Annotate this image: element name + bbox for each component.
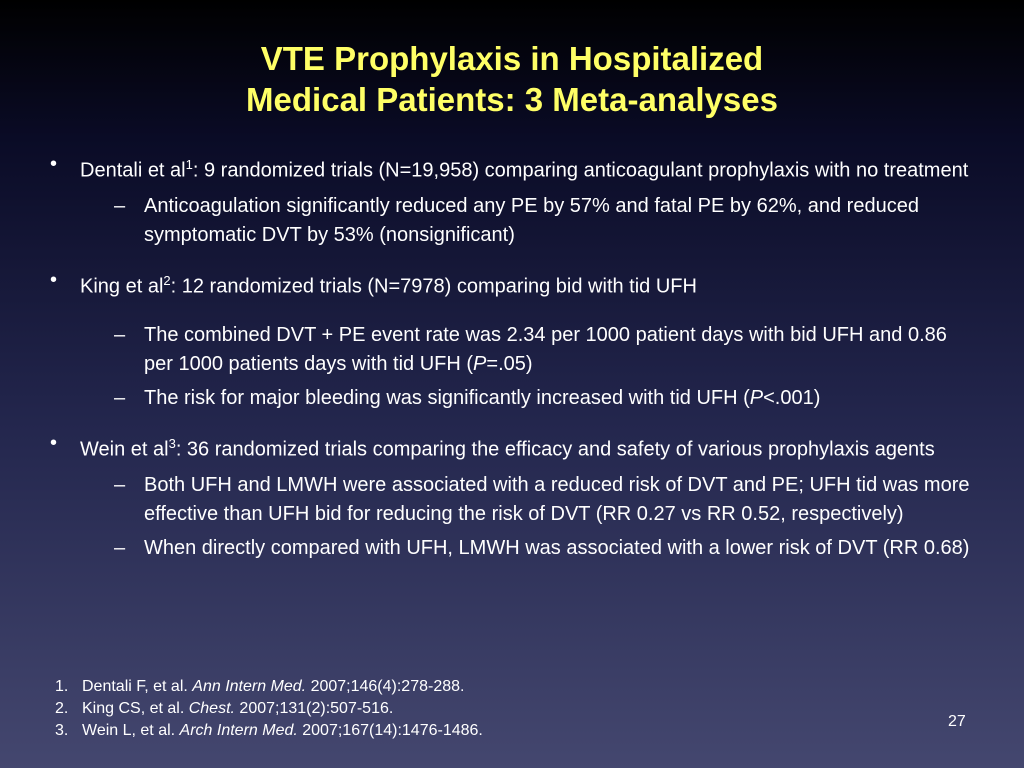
dash-marker: – — [114, 473, 126, 496]
reference-author: Wein L, et al. — [82, 722, 180, 739]
p-value-text: <.001) — [763, 387, 821, 410]
reference-journal: Chest. — [188, 700, 235, 717]
reference-journal: Arch Intern Med. — [179, 722, 298, 739]
slide-title — [0, 38, 1024, 120]
bullet-author: King et al — [80, 275, 164, 298]
p-value-text: =.05) — [486, 353, 533, 376]
sub-bullet — [50, 321, 980, 379]
bullet-marker: • — [50, 268, 58, 291]
reference-3 — [55, 720, 483, 742]
reference-1 — [55, 676, 483, 698]
reference-citation: 2007;131(2):507-516. — [234, 700, 394, 717]
dash-marker: – — [114, 324, 126, 347]
dash-marker: – — [114, 194, 126, 217]
reference-citation: 2007;167(14):1476-1486. — [297, 722, 483, 739]
bullet-text: : 12 randomized trials (N=7978) comparing bid with tid UFH — [170, 275, 697, 298]
title-line-1: VTE Prophylaxis in Hospitalized — [260, 40, 764, 77]
sub-bullet — [50, 534, 980, 563]
sub-bullet — [50, 471, 980, 529]
title-line-2: Medical Patients: 3 Meta-analyses — [246, 81, 778, 118]
bullet-author: Dentali et al — [80, 159, 186, 182]
sub-bullet-text: The combined DVT + PE event rate was 2.34 per 1000 patient days with bid UFH and 0.86 per 1000 patients days with tid UFH ( — [144, 324, 947, 376]
reference-superscript: 2 — [163, 272, 171, 288]
reference-number: 2. — [55, 700, 69, 717]
reference-number: 3. — [55, 722, 69, 739]
sub-bullet-text: Anticoagulation significantly reduced any PE by 57% and fatal PE by 62%, and reduced symptomatic DVT by 53% (nonsignificant) — [144, 194, 919, 246]
reference-journal: Ann Intern Med. — [192, 678, 307, 695]
reference-number: 1. — [55, 678, 69, 695]
p-value-symbol: P — [749, 387, 764, 410]
bullet-marker: • — [50, 432, 58, 455]
sub-bullet-text: When directly compared with UFH, LMWH was associated with a lower risk of DVT (RR 0.68) — [144, 536, 970, 559]
sub-bullet — [50, 384, 980, 413]
bullet-king — [50, 266, 980, 302]
page-number: 27 — [948, 713, 966, 730]
sub-bullet — [50, 192, 980, 250]
p-value-symbol: P — [473, 353, 487, 376]
reference-author: King CS, et al. — [82, 700, 189, 717]
bullet-text: : 36 randomized trials comparing the efficacy and safety of various prophylaxis agents — [175, 438, 935, 461]
reference-citation: 2007;146(4):278-288. — [306, 678, 465, 695]
bullet-wein — [50, 429, 980, 465]
reference-2 — [55, 698, 483, 720]
bullet-author: Wein et al — [80, 438, 169, 461]
dash-marker: – — [114, 387, 126, 410]
reference-superscript: 3 — [168, 436, 176, 452]
bullet-dentali — [50, 150, 980, 186]
sub-bullet-text: Both UFH and LMWH were associated with a reduced risk of DVT and PE; UFH tid was more effective than UFH bid for reducing the risk of DVT (RR 0.27 vs RR 0.52, respectively) — [144, 473, 970, 525]
references — [55, 676, 483, 742]
slide-content — [50, 150, 980, 563]
sub-bullet-text: The risk for major bleeding was significantly increased with tid UFH ( — [144, 387, 750, 410]
bullet-text: : 9 randomized trials (N=19,958) comparing anticoagulant prophylaxis with no treatment — [192, 159, 969, 182]
reference-superscript: 1 — [185, 157, 193, 172]
bullet-marker: • — [50, 153, 58, 175]
dash-marker: – — [114, 536, 126, 559]
reference-author: Dentali F, et al. — [82, 678, 193, 695]
